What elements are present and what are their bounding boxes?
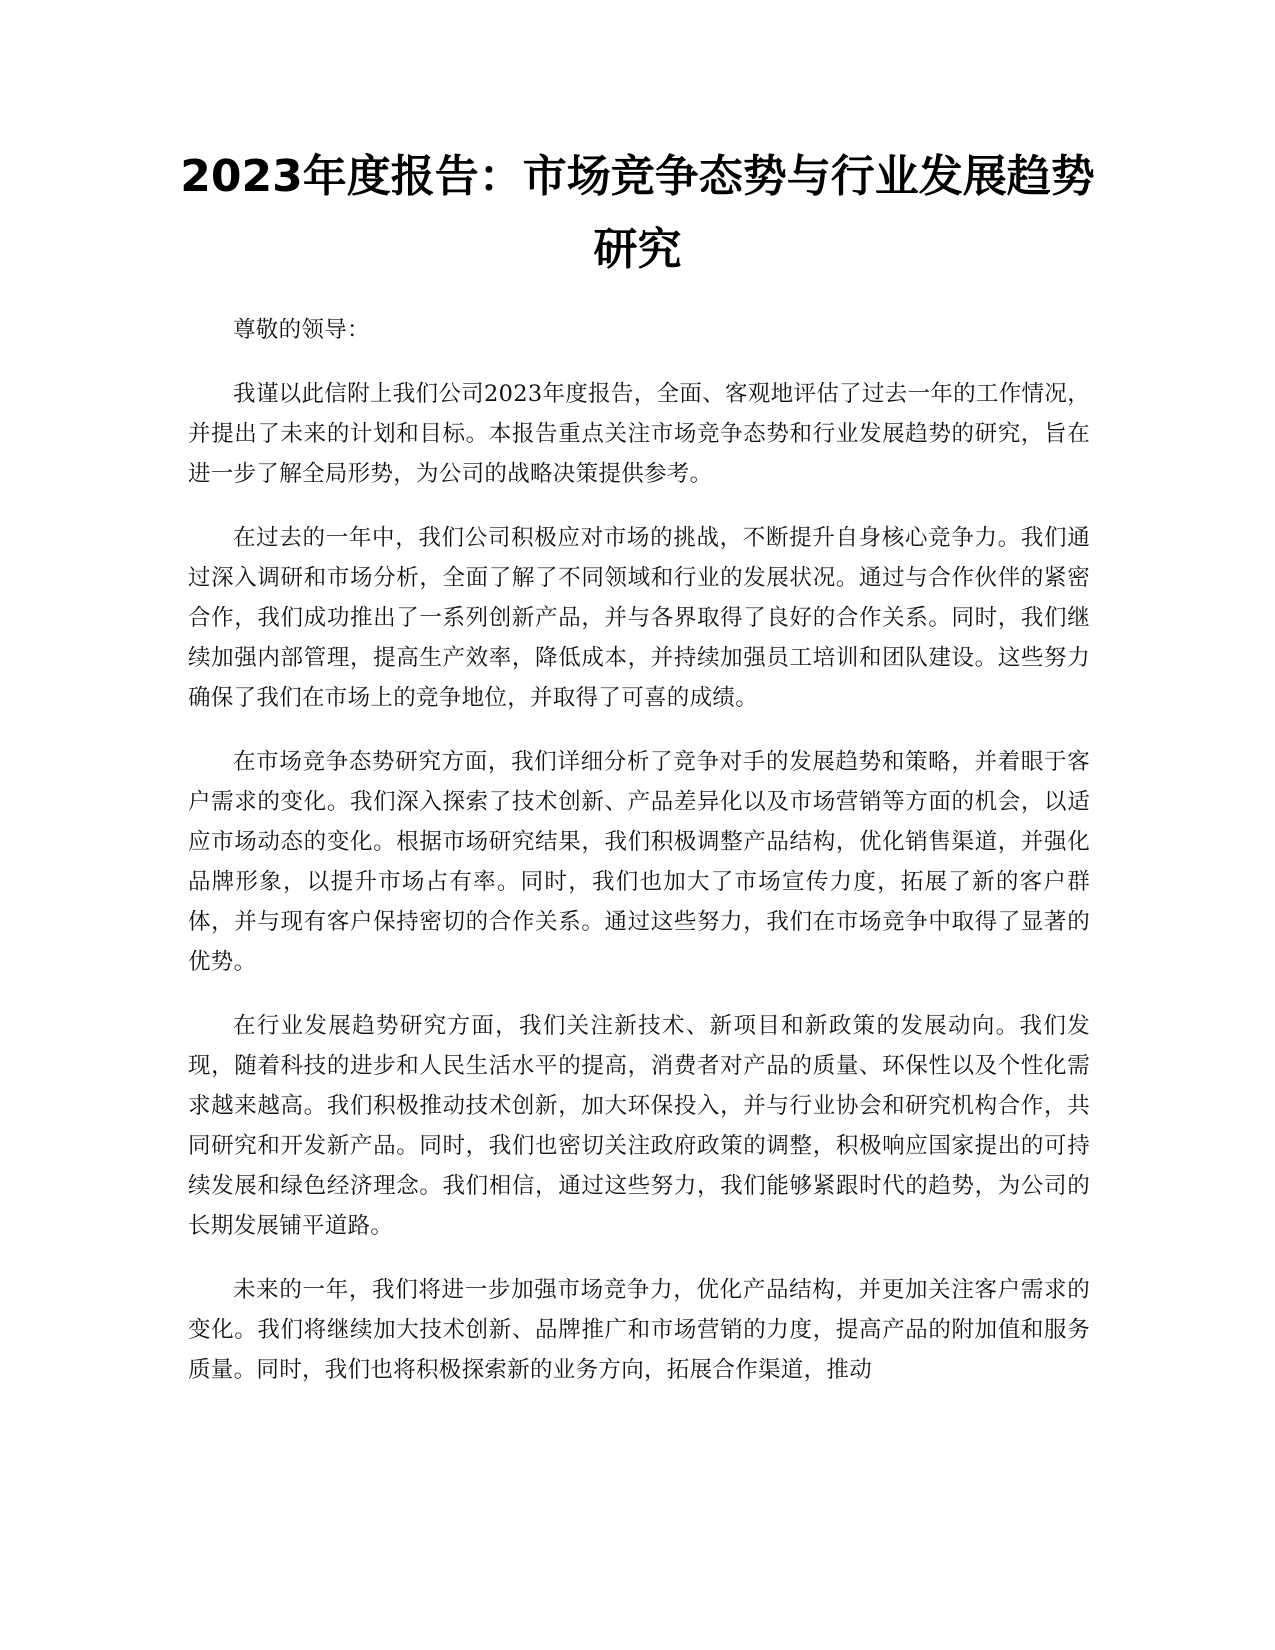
paragraph-industry-trends: 在行业发展趋势研究方面，我们关注新技术、新项目和新政策的发展动向。我们发现，随着科技的进步和人民生活水平的提高，消费者对产品的质量、环保性以及个性化需求越来越高。我们积极推动技术创新，加大环保投入，并与行业协会和研究机构合作，共同研究和开发新产品。同时，我们也密切关注政府政策的调整，积极响应国家提出的可持续发展和绿色经济理念。我们相信，通过这些努力，我们能够紧跟时代的趋势，为公司的长期发展铺平道路。: [188, 1013, 1090, 1239]
salutation: 尊敬的领导：: [233, 317, 370, 343]
paragraph-past-year: 在过去的一年中，我们公司积极应对市场的挑战，不断提升自身核心竞争力。我们通过深入调研和市场分析，全面了解了不同领域和行业的发展状况。通过与合作伙伴的紧密合作，我们成功推出了一系列创新产品，并与各界取得了良好的合作关系。同时，我们继续加强内部管理，提高生产效率，降低成本，并持续加强员工培训和团队建设。这些努力确保了我们在市场上的竞争地位，并取得了可喜的成绩。: [188, 525, 1090, 711]
document-title: 2023年度报告：市场竞争态势与行业发展趋势研究: [180, 151, 1095, 275]
paragraph-future-plans: 未来的一年，我们将进一步加强市场竞争力，优化产品结构，并更加关注客户需求的变化。我们将继续加大技术创新、品牌推广和市场营销的力度，提高产品的附加值和服务质量。同时，我们也将积极探索新的业务方向，拓展合作渠道，推动: [188, 1277, 1090, 1383]
paragraph-market-competition: 在市场竞争态势研究方面，我们详细分析了竞争对手的发展趋势和策略，并着眼于客户需求的变化。我们深入探索了技术创新、产品差异化以及市场营销等方面的机会，以适应市场动态的变化。根据市场研究结果，我们积极调整产品结构，优化销售渠道，并强化品牌形象，以提升市场占有率。同时，我们也加大了市场宣传力度，拓展了新的客户群体，并与现有客户保持密切的合作关系。通过这些努力，我们在市场竞争中取得了显著的优势。: [188, 749, 1090, 975]
paragraph-intro: 我谨以此信附上我们公司2023年度报告，全面、客观地评估了过去一年的工作情况，并提出了未来的计划和目标。本报告重点关注市场竞争态势和行业发展趋势的研究，旨在进一步了解全局形势，为公司的战略决策提供参考。: [188, 381, 1090, 487]
document-body: [188, 310, 1090, 1414]
